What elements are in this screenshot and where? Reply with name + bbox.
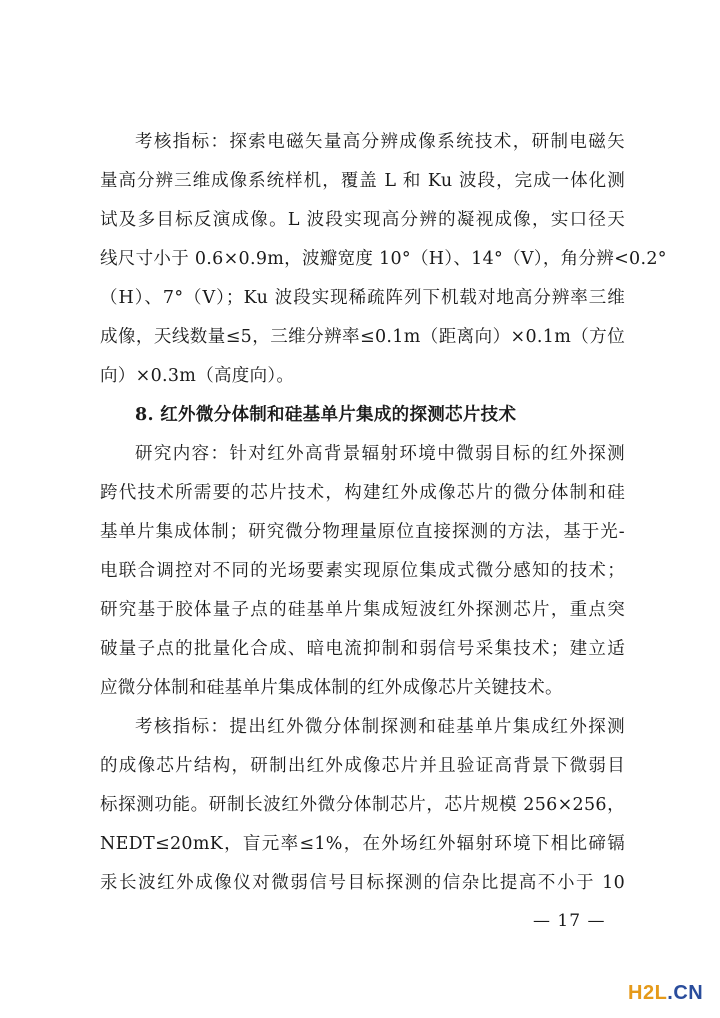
paragraph-line: 研究基于胶体量子点的硅基单片集成短波红外探测芯片，重点突: [100, 600, 625, 620]
page-number: — 17 —: [533, 911, 606, 931]
watermark-h2l: H2L: [628, 982, 668, 1004]
section-heading: 8. 红外微分体制和硅基单片集成的探测芯片技术: [135, 405, 517, 425]
paragraph-line: NEDT≤20mK，盲元率≤1%，在外场红外辐射环境下相比碲镉: [100, 834, 625, 854]
paragraph-line: 汞长波红外成像仪对微弱信号目标探测的信杂比提高不小于 10: [100, 873, 625, 893]
paragraph-line: 考核指标：探索电磁矢量高分辨成像系统技术，研制电磁矢: [135, 132, 625, 152]
paragraph-line: 应微分体制和硅基单片集成体制的红外成像芯片关键技术。: [100, 678, 563, 698]
paragraph-line: 标探测功能。研制长波红外微分体制芯片，芯片规模 256×256，: [100, 795, 625, 815]
watermark-cn: CN: [673, 982, 704, 1004]
paragraph-line: 考核指标：提出红外微分体制探测和硅基单片集成红外探测: [135, 717, 625, 737]
paragraph-line: 量高分辨三维成像系统样机，覆盖 L 和 Ku 波段，完成一体化测: [100, 171, 625, 191]
paragraph-line: 跨代技术所需要的芯片技术，构建红外成像芯片的微分体制和硅: [100, 483, 625, 503]
paragraph-line: 基单片集成体制；研究微分物理量原位直接探测的方法，基于光-: [100, 522, 625, 542]
paragraph-line: 线尺寸小于 0.6×0.9m，波瓣宽度 10°（H）、14°（V），角分辨<0.2°: [100, 249, 667, 269]
paragraph-line: 试及多目标反演成像。L 波段实现高分辨的凝视成像，实口径天: [100, 210, 625, 230]
paragraph-line: 研究内容：针对红外高背景辐射环境中微弱目标的红外探测: [135, 444, 625, 464]
paragraph-line: 的成像芯片结构，研制出红外成像芯片并且验证高背景下微弱目: [100, 756, 625, 776]
paragraph-line: 向）×0.3m（高度向）。: [100, 366, 295, 386]
paragraph-line: 电联合调控对不同的光场要素实现原位集成式微分感知的技术；: [100, 561, 625, 581]
paragraph-line: 破量子点的批量化合成、暗电流抑制和弱信号采集技术；建立适: [100, 639, 625, 659]
paragraph-line: （H）、7°（V）；Ku 波段实现稀疏阵列下机载对地高分辨率三维: [100, 288, 625, 308]
site-watermark-logo: [628, 980, 703, 1006]
paragraph-line: 成像，天线数量≤5，三维分辨率≤0.1m（距离向）×0.1m（方位: [100, 327, 625, 347]
watermark-dot: .: [667, 982, 674, 1004]
